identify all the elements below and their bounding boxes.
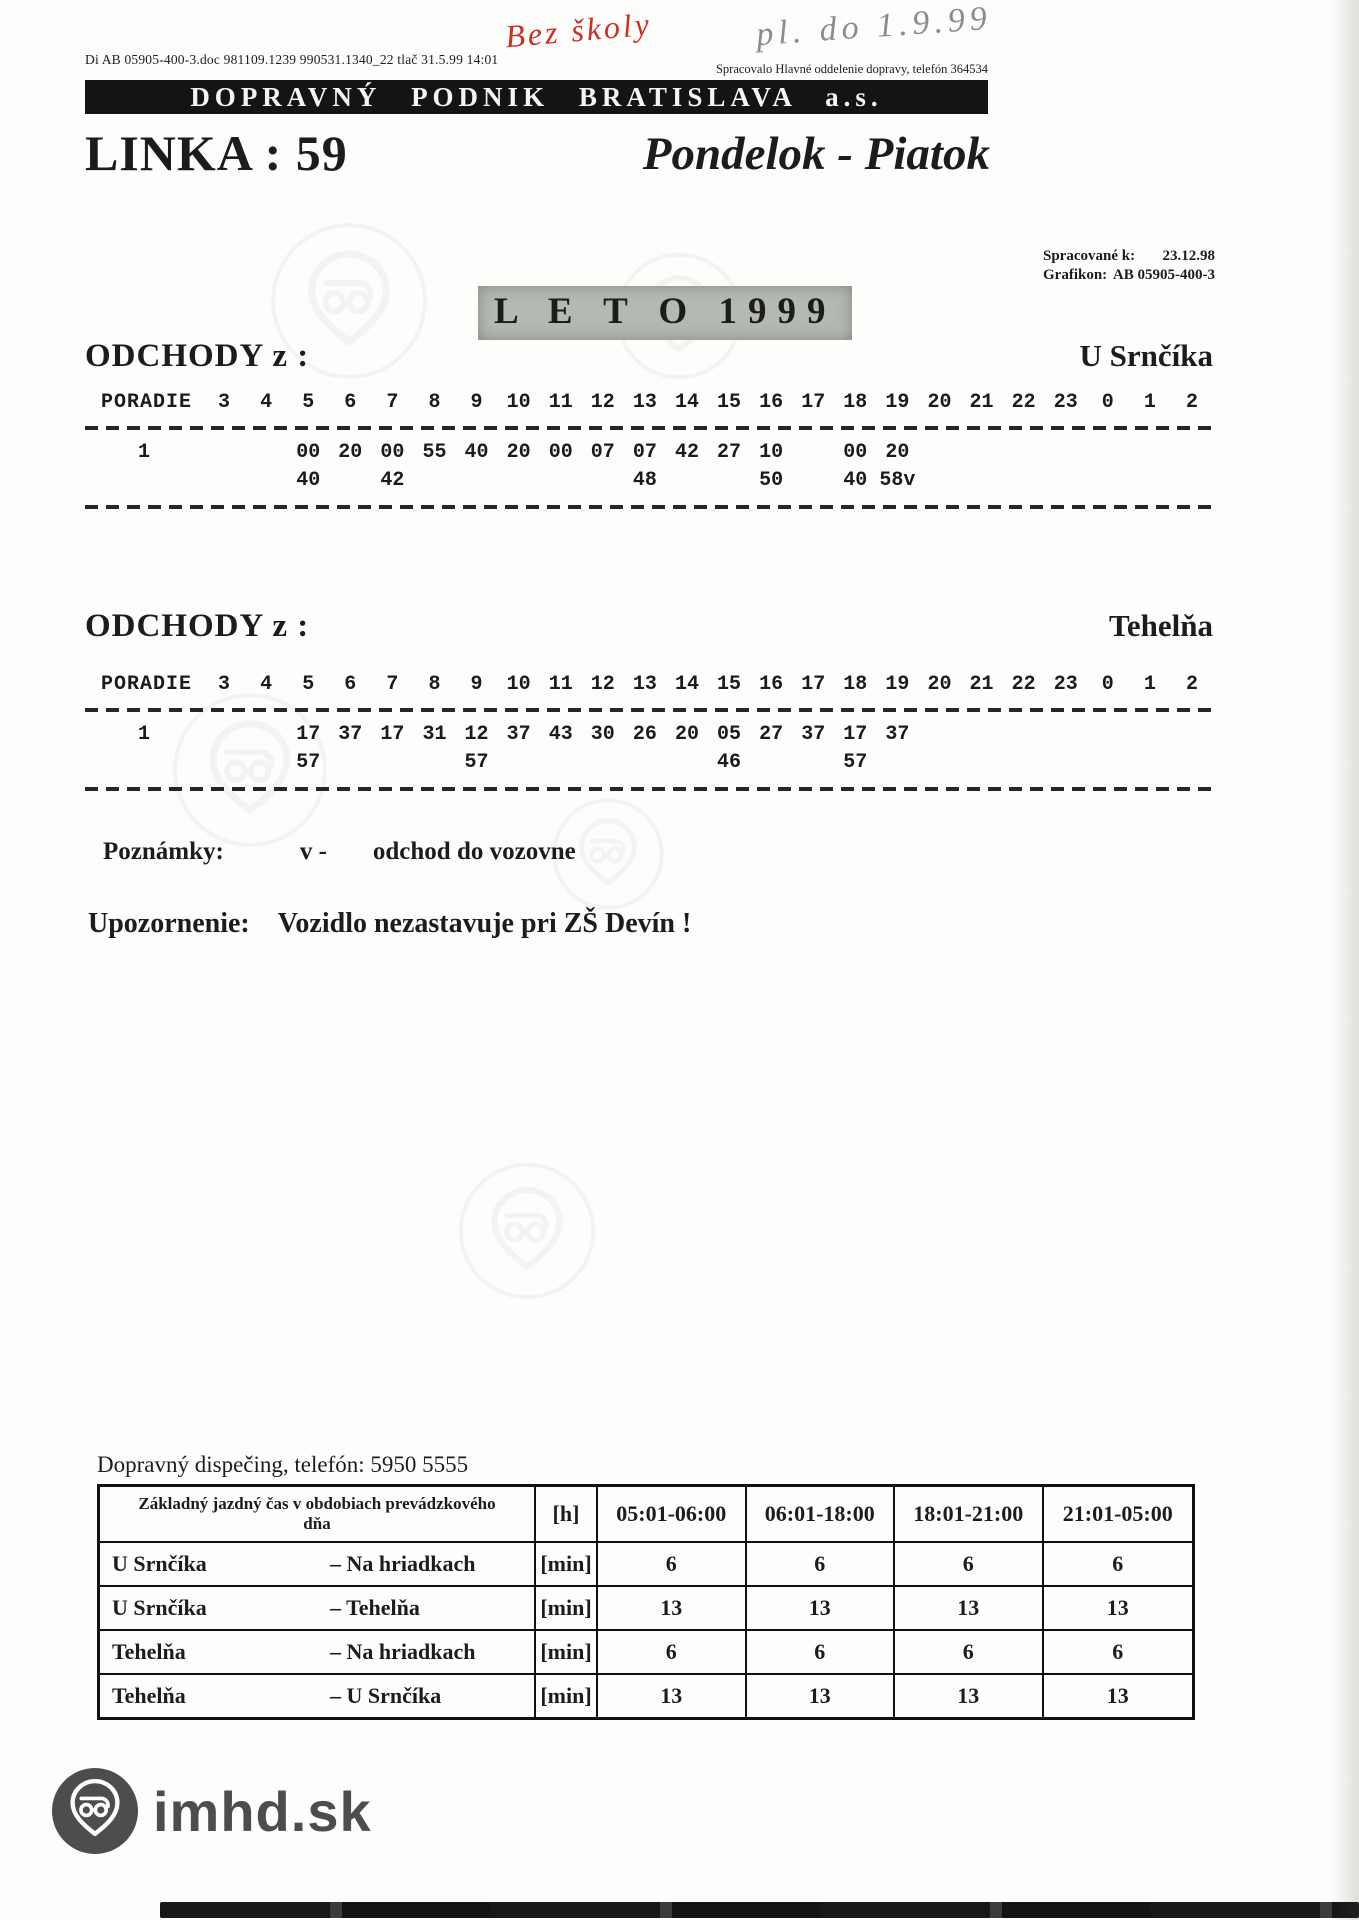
hour-header: 10	[506, 673, 531, 696]
runtime-value: 6	[895, 1543, 1044, 1587]
remark-text: odchod do vozovne	[372, 838, 576, 865]
unit-cell: [min]	[536, 1675, 598, 1717]
minute-column	[582, 721, 624, 749]
hour-header: 11	[548, 391, 573, 414]
runtime-value: 13	[598, 1587, 747, 1631]
minute-value: 20	[885, 441, 910, 464]
dispatch-phone-line: Dopravný dispečing, telefón: 5950 5555	[97, 1452, 469, 1477]
minute-value: 50	[759, 469, 784, 492]
minute-value: 26	[632, 723, 657, 746]
departures-heading: ODCHODY z :	[85, 338, 310, 374]
hour-header: 13	[632, 673, 657, 696]
hour-header: 6	[344, 673, 357, 696]
hour-header: 23	[1053, 673, 1078, 696]
minute-column	[750, 721, 792, 749]
order-number: 1	[137, 441, 150, 464]
minute-value: 42	[380, 469, 405, 492]
poradie-label: PORADIE	[101, 673, 193, 696]
runtime-value: 6	[1044, 1631, 1193, 1675]
runtime-value: 13	[895, 1675, 1044, 1717]
timetable-grid	[85, 389, 1213, 518]
minute-column	[498, 439, 540, 467]
runtime-value: 13	[747, 1587, 896, 1631]
route-from: U Srnčíka	[112, 1595, 207, 1620]
timetable-section-u-srncika	[85, 338, 1213, 518]
minute-column	[413, 439, 455, 467]
minute-value: 40	[464, 441, 489, 464]
hour-header: 15	[717, 391, 742, 414]
minute-value: 37	[506, 723, 531, 746]
minute-value: 17	[843, 723, 868, 746]
processed-info-block	[1043, 247, 1215, 285]
hour-header: 2	[1185, 673, 1198, 696]
minute-column	[498, 721, 540, 749]
minute-value: 43	[548, 723, 573, 746]
hour-header: 22	[1011, 673, 1036, 696]
hour-header: 15	[717, 673, 742, 696]
runtime-header-cell: 06:01-18:00	[747, 1487, 896, 1543]
remark-symbol: v -	[299, 838, 327, 865]
minute-value: 27	[717, 441, 742, 464]
hour-header: 14	[674, 673, 699, 696]
minute-value: 07	[590, 441, 615, 464]
hour-header: 17	[801, 673, 826, 696]
minute-column	[455, 721, 497, 777]
minute-value: 57	[296, 751, 321, 774]
minute-column	[371, 439, 413, 495]
hour-header: 3	[218, 673, 231, 696]
runtime-header-cell: 18:01-21:00	[895, 1487, 1044, 1543]
hour-header: 4	[260, 673, 273, 696]
minute-value: 17	[380, 723, 405, 746]
minute-column	[834, 439, 876, 495]
route-from: U Srnčíka	[112, 1551, 207, 1576]
dashed-divider	[85, 505, 1213, 509]
hour-header: 0	[1101, 673, 1114, 696]
remarks-line	[103, 838, 576, 866]
remarks-label: Poznámky:	[103, 838, 224, 865]
hour-header: 14	[674, 391, 699, 414]
minute-value: 20	[338, 441, 363, 464]
hour-header: 22	[1011, 391, 1036, 414]
hour-header: 16	[759, 391, 784, 414]
hour-header: 9	[470, 673, 483, 696]
handwritten-note-red: Bez školy	[503, 5, 654, 55]
hour-header: 6	[344, 391, 357, 414]
hour-header: 17	[801, 391, 826, 414]
route-to: – Na hriadkach	[330, 1639, 476, 1664]
route-label	[100, 1675, 536, 1717]
minute-value: 55	[422, 441, 447, 464]
minute-column	[876, 439, 918, 495]
runtime-header-cell: Základný jazdný čas v obdobiach prevádzkového dňa	[100, 1487, 536, 1543]
hour-header: 0	[1101, 391, 1114, 414]
hour-header: 8	[428, 673, 441, 696]
unit-cell: [min]	[536, 1587, 598, 1631]
timetable-grid	[85, 671, 1213, 800]
runtime-value: 13	[895, 1587, 1044, 1631]
minute-value: 20	[506, 441, 531, 464]
minute-value: 48	[632, 469, 657, 492]
minute-value: 07	[632, 441, 657, 464]
section-heading	[85, 608, 1213, 645]
minute-value: 27	[759, 723, 784, 746]
handwritten-note-pencil: pl. do 1.9.99	[754, 0, 993, 54]
dashed-divider	[85, 708, 1213, 712]
departures-heading: ODCHODY z :	[85, 608, 310, 644]
unit-cell: [min]	[536, 1631, 598, 1675]
minute-value: 57	[843, 751, 868, 774]
minute-column	[287, 439, 329, 495]
minute-value: 40	[843, 469, 868, 492]
warning-text: Vozidlo nezastavuje pri ZŠ Devín !	[277, 908, 692, 939]
hour-header: 8	[428, 391, 441, 414]
processed-label: Spracované k:	[1043, 248, 1136, 264]
minute-column	[329, 721, 371, 749]
minute-column	[708, 439, 750, 467]
minute-column	[792, 721, 834, 749]
hour-header: 21	[969, 391, 994, 414]
minute-column	[666, 439, 708, 467]
hour-header: 7	[386, 391, 399, 414]
imhd-logo-icon	[52, 1768, 138, 1854]
minute-value: 00	[843, 441, 868, 464]
runtime-table	[97, 1484, 1195, 1720]
minute-value: 30	[590, 723, 615, 746]
minute-value: 37	[338, 723, 363, 746]
hour-header: 21	[969, 673, 994, 696]
minute-column	[624, 721, 666, 749]
minute-column	[287, 721, 329, 777]
processed-value: 23.12.98	[1162, 248, 1215, 264]
minute-column	[329, 439, 371, 467]
hour-header: 3	[218, 391, 231, 414]
poradie-label: PORADIE	[101, 391, 193, 414]
route-to: – Tehelňa	[330, 1595, 420, 1620]
hour-header: 4	[260, 391, 273, 414]
hour-header: 19	[885, 673, 910, 696]
runtime-header-cell: 05:01-06:00	[598, 1487, 747, 1543]
runtime-value: 13	[598, 1675, 747, 1717]
runtime-value: 6	[747, 1631, 896, 1675]
season-banner: L E T O 1999	[478, 286, 852, 340]
grafikon-value: AB 05905-400-3	[1112, 267, 1215, 283]
minute-value: 42	[674, 441, 699, 464]
runtime-value: 6	[598, 1543, 747, 1587]
minute-value: 57	[464, 751, 489, 774]
hour-header: 5	[302, 673, 315, 696]
hour-header: 1	[1143, 673, 1156, 696]
minute-value: 12	[464, 723, 489, 746]
hour-header: 10	[506, 391, 531, 414]
minute-value: 31	[422, 723, 447, 746]
line-number-title: LINKA : 59	[85, 125, 348, 181]
imhd-logo-text: imhd.sk	[153, 1779, 372, 1843]
hour-header: 16	[759, 673, 784, 696]
runtime-value: 13	[1044, 1587, 1193, 1631]
operating-days-title: Pondelok - Piatok	[642, 128, 990, 180]
stop-name: U Srnčíka	[1079, 338, 1213, 373]
hour-header: 5	[302, 391, 315, 414]
route-from: Tehelňa	[112, 1639, 186, 1664]
route-to: – Na hriadkach	[330, 1551, 476, 1576]
minute-column	[413, 721, 455, 749]
hour-header: 20	[927, 391, 952, 414]
runtime-header-cell: [h]	[536, 1487, 598, 1543]
minute-value: 00	[548, 441, 573, 464]
processing-department-note: Spracovalo Hlavné oddelenie dopravy, telefón 364534	[715, 62, 988, 76]
minute-column	[455, 439, 497, 467]
minute-value: 37	[801, 723, 826, 746]
hour-header: 11	[548, 673, 573, 696]
stop-name: Tehelňa	[1109, 608, 1213, 643]
minute-value: 00	[296, 441, 321, 464]
grafikon-row	[1043, 266, 1215, 285]
minute-column	[834, 721, 876, 777]
timetable-section-tehelna	[85, 608, 1213, 800]
hour-header: 7	[386, 673, 399, 696]
route-label	[100, 1587, 536, 1631]
hour-header: 18	[843, 391, 868, 414]
minute-column	[624, 439, 666, 495]
document-reference: Di AB 05905-400-3.doc 981109.1239 990531.1340_22 tlač 31.5.99 14:01	[85, 52, 499, 67]
minute-column	[540, 721, 582, 749]
minute-value: 17	[296, 723, 321, 746]
runtime-header-cell: 21:01-05:00	[1044, 1487, 1193, 1543]
minute-value: 10	[759, 441, 784, 464]
section-heading	[85, 338, 1213, 375]
minute-column	[750, 439, 792, 495]
minute-column	[540, 439, 582, 467]
hour-header: 12	[590, 391, 615, 414]
minute-value: 37	[885, 723, 910, 746]
minute-column	[371, 721, 413, 749]
runtime-value: 6	[598, 1631, 747, 1675]
minute-column	[666, 721, 708, 749]
hour-header: 19	[885, 391, 910, 414]
route-label	[100, 1543, 536, 1587]
minute-value: 58v	[879, 469, 916, 492]
runtime-value: 6	[1044, 1543, 1193, 1587]
dashed-divider	[85, 426, 1213, 430]
warning-line	[88, 908, 691, 940]
hour-header: 18	[843, 673, 868, 696]
scan-edge-artifact	[160, 1902, 1359, 1918]
dashed-divider	[85, 787, 1213, 791]
minute-column	[582, 439, 624, 467]
warning-label: Upozornenie:	[88, 908, 250, 939]
minute-column	[708, 721, 750, 777]
runtime-value: 6	[747, 1543, 896, 1587]
hour-header: 2	[1185, 391, 1198, 414]
order-number: 1	[137, 723, 150, 746]
processed-date-row	[1043, 247, 1215, 266]
hour-header: 13	[632, 391, 657, 414]
minute-value: 40	[296, 469, 321, 492]
hour-header: 20	[927, 673, 952, 696]
minute-value: 00	[380, 441, 405, 464]
minute-value: 46	[717, 751, 742, 774]
runtime-value: 6	[895, 1631, 1044, 1675]
imhd-watermark-icon	[458, 1162, 596, 1300]
route-to: – U Srnčíka	[330, 1683, 442, 1708]
minute-column	[876, 721, 918, 749]
route-from: Tehelňa	[112, 1683, 186, 1708]
hour-header: 12	[590, 673, 615, 696]
grafikon-label: Grafikon:	[1043, 267, 1108, 283]
company-header-bar: DOPRAVNÝ PODNIK BRATISLAVA a.s.	[85, 80, 988, 114]
scan-shadow	[1331, 0, 1359, 1920]
minute-value: 20	[674, 723, 699, 746]
imhd-logo	[52, 1768, 372, 1854]
runtime-value: 13	[747, 1675, 896, 1717]
minute-value: 05	[717, 723, 742, 746]
hour-header: 23	[1053, 391, 1078, 414]
runtime-value: 13	[1106, 1683, 1129, 1708]
unit-cell: [min]	[536, 1543, 598, 1587]
hour-header: 9	[470, 391, 483, 414]
route-label	[100, 1631, 536, 1675]
hour-header: 1	[1143, 391, 1156, 414]
